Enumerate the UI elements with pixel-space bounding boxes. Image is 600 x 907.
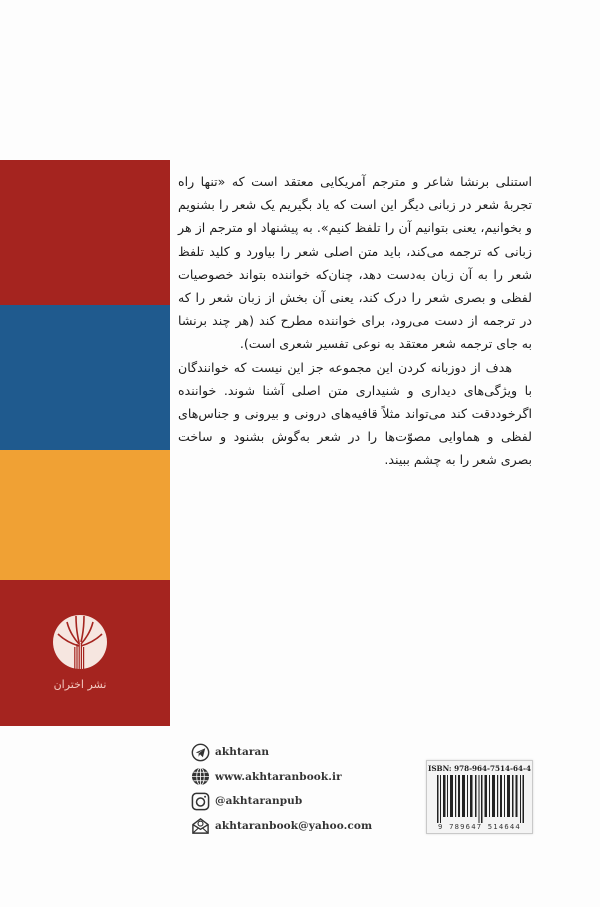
publisher-name: نشر اختران — [53, 678, 107, 691]
barcode-digits: 9 789647 514644 — [438, 822, 521, 831]
blue-band — [0, 305, 170, 450]
isbn-barcode — [426, 760, 533, 834]
contact-website[interactable] — [191, 765, 372, 790]
email-icon — [191, 816, 210, 835]
red-band-top — [0, 160, 170, 305]
blurb-paragraph-1: استنلی برنشا شاعر و مترجم آمریکایی معتقد است که «تنها راه تجربهٔ شعر در زبانی دیگر این است که یاد بگیریم یک شعر را بشنویم و بخوانیم، یعنی بتوانیم آن را تلفظ کنیم». به پیشنهاد او مترجم از هر زبانی که ترجمه می‌کند، باید متن اصلی شعر را بیاورد و کلید تلفظ شعر را به آن زبان به‌دست دهد، چنان‌که خواننده بتواند خصوصیات لفظی و بصری شعر را درک کند، یعنی آن بخش از زبان شعر را که در ترجمه از دست می‌رود، برای خواننده مطرح کند (هر چند برنشا به جای ترجمه شعر معتقد به نوعی تفسیر شعری است). — [178, 174, 532, 352]
back-cover-blurb — [178, 170, 532, 472]
globe-icon — [191, 767, 210, 786]
cover-color-panel — [0, 160, 170, 726]
orange-band — [0, 450, 170, 580]
publisher-contacts — [191, 740, 372, 838]
telegram-icon — [191, 743, 210, 762]
contact-telegram[interactable] — [191, 740, 372, 765]
contact-telegram-text: akhtaran — [215, 746, 270, 759]
contact-email-text: akhtaranbook@yahoo.com — [215, 819, 373, 832]
contact-instagram[interactable] — [191, 789, 372, 814]
blurb-paragraph-2: هدف از دوزبانه کردن این مجموعه جز این نیست که خوانندگان با ویژگی‌های دیداری و شنیداری متن اصلی آشنا شوند. خواننده اگرخوددقت کند می‌تواند مثلاً قافیه‌های درونی و بیرونی و جناس‌های لفظی و هماوایی مصوّت‌ها را در شعر به‌گوش بشنود و ساخت بصری شعر را به چشم ببیند. — [178, 359, 532, 468]
contact-website-text: www.akhtaranbook.ir — [215, 770, 342, 783]
isbn-label: ISBN: 978-964-7514-64-4 — [427, 764, 532, 773]
barcode-bars-icon — [437, 775, 524, 823]
contact-email[interactable] — [191, 814, 372, 839]
tree-fan-logo-icon — [52, 612, 108, 672]
instagram-icon — [191, 792, 210, 811]
contact-instagram-text: @akhtaranpub — [215, 795, 303, 808]
